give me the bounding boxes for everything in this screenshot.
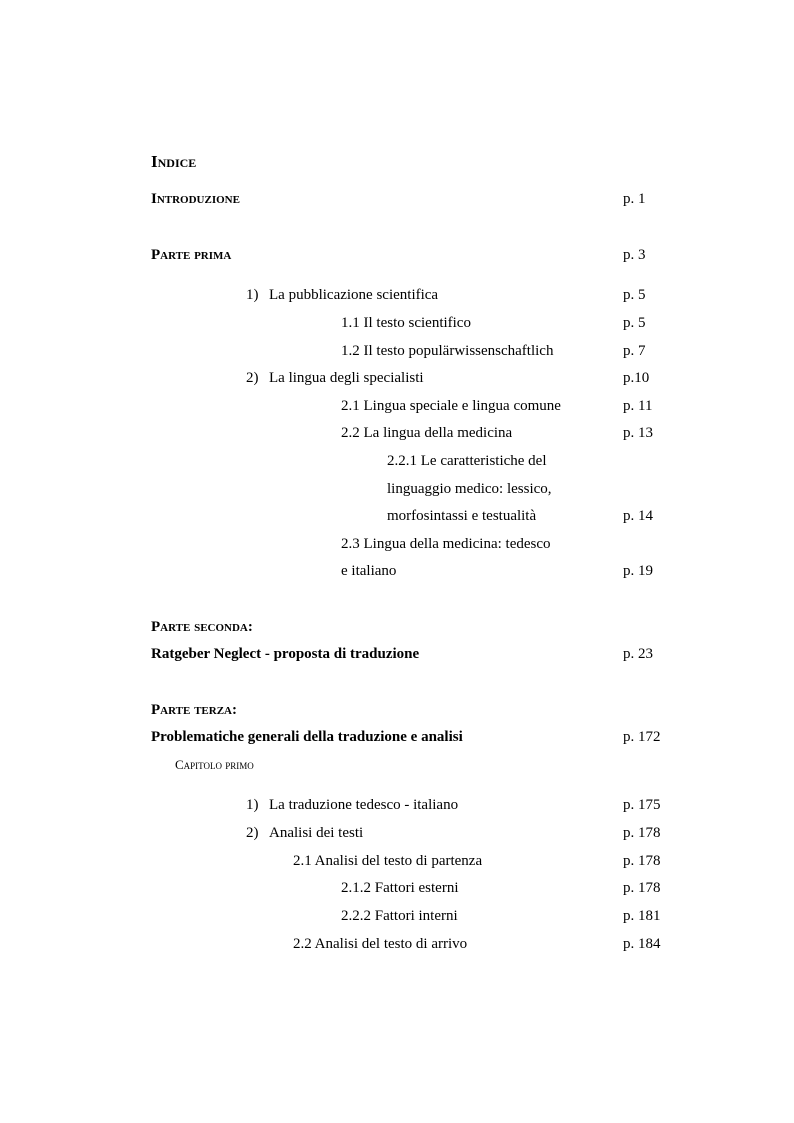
toc-parte-seconda-heading: Parte seconda: (151, 619, 253, 635)
toc-entry-page: p. 7 (623, 343, 646, 359)
toc-entry-label: 1.1 Il testo scientifico (341, 315, 471, 331)
toc-parte-prima-page: p. 3 (623, 247, 646, 263)
toc-parte-prima-heading: Parte prima (151, 247, 232, 263)
toc-entry-page: p.10 (623, 370, 650, 386)
toc-entry-label: 2.1 Analisi del testo di partenza (293, 853, 483, 869)
toc-entry-page: p. 5 (623, 287, 646, 303)
toc-entry-label: 1.2 Il testo populärwissenschaftlich (341, 343, 554, 359)
toc-entry-label-continued: e italiano (341, 563, 397, 579)
toc-entry-label: Analisi dei testi (269, 825, 364, 841)
toc-parte-terza-page: p. 172 (623, 729, 661, 745)
toc-parte-terza-title: Problematiche generali della traduzione e analisi (151, 729, 463, 745)
toc-chapter-heading: Capitolo primo (175, 757, 254, 772)
toc-entry-page: p. 13 (623, 425, 653, 441)
toc-entry-label: 2.2.1 Le caratteristiche del (387, 453, 547, 469)
toc-entry-label: 2.2 Analisi del testo di arrivo (293, 936, 468, 952)
toc-entry-number: 2) (246, 370, 259, 386)
toc-entry-number: 2) (246, 825, 259, 841)
toc-entry-page: p. 178 (623, 853, 661, 869)
toc-entry-number: 1) (246, 797, 259, 813)
toc-parte-terza-heading: Parte terza: (151, 702, 237, 718)
toc-entry-number: 1) (246, 287, 259, 303)
toc-entry-page: p. 178 (623, 825, 661, 841)
toc-introduzione-label: Introduzione (151, 191, 240, 207)
toc-entry-label: La traduzione tedesco - italiano (269, 797, 459, 813)
toc-title: Indice (151, 152, 197, 171)
toc-entry-label: La lingua degli specialisti (269, 370, 424, 386)
toc-entry (246, 286, 438, 304)
toc-entry-label: 2.2 La lingua della medicina (341, 425, 513, 441)
toc-entry (246, 824, 363, 842)
toc-entry-label: 2.1 Lingua speciale e lingua comune (341, 398, 561, 414)
toc-introduzione-page: p. 1 (623, 191, 646, 207)
toc-entry-page: p. 19 (623, 563, 653, 579)
toc-parte-seconda-title: Ratgeber Neglect - proposta di traduzione (151, 646, 420, 662)
toc-entry-label: 2.2.2 Fattori interni (341, 908, 458, 924)
toc-entry-page: p. 5 (623, 315, 646, 331)
toc-entry-label-continued: morfosintassi e testualità (387, 508, 537, 524)
toc-entry-page: p. 14 (623, 508, 653, 524)
toc-entry-page: p. 175 (623, 797, 661, 813)
toc-parte-seconda-page: p. 23 (623, 646, 653, 662)
toc-entry-label: La pubblicazione scientifica (269, 287, 439, 303)
toc-entry (246, 369, 424, 387)
toc-entry-page: p. 184 (623, 936, 661, 952)
toc-entry-page: p. 11 (623, 398, 653, 414)
toc-entry-label: 2.1.2 Fattori esterni (341, 880, 459, 896)
toc-entry-page: p. 181 (623, 908, 661, 924)
toc-entry-page: p. 178 (623, 880, 661, 896)
toc-entry-label-continued: linguaggio medico: lessico, (387, 481, 552, 497)
toc-entry-label: 2.3 Lingua della medicina: tedesco (341, 536, 551, 552)
toc-entry (246, 796, 458, 814)
